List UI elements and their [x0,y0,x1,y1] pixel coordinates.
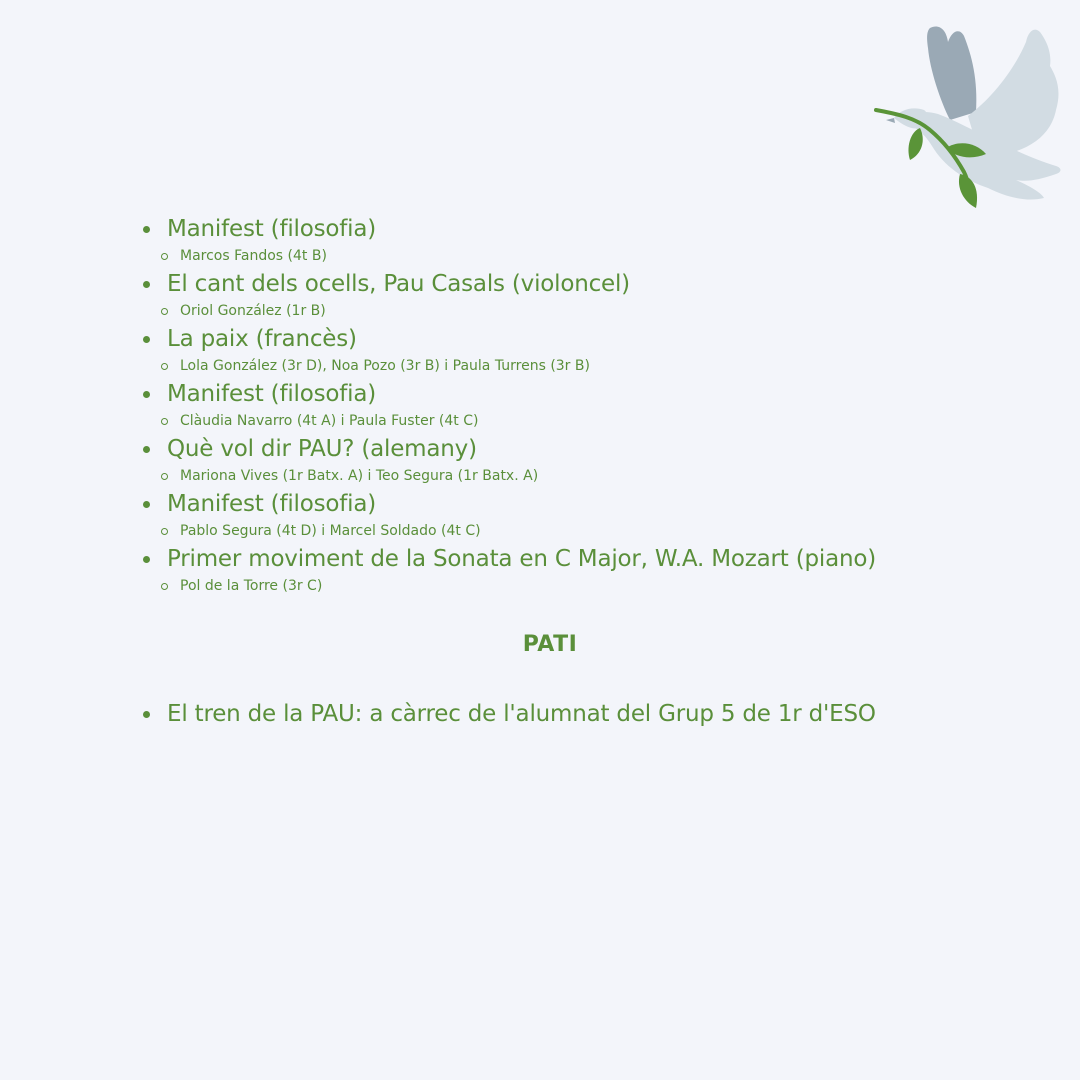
program-item-title: Manifest (filosofia) [167,381,376,407]
program-list [143,212,1043,597]
dove-back-wing [927,27,976,120]
hollow-bullet-icon [161,418,168,425]
program-item [143,377,1043,432]
pati-item [143,697,876,731]
program-item [143,432,1043,487]
dove-front-wing [968,30,1058,152]
hollow-bullet-icon [161,308,168,315]
program-item-performers: Pol de la Torre (3r C) [180,578,323,594]
hollow-bullet-icon [161,528,168,535]
program-item [143,267,1043,322]
hollow-bullet-icon [161,473,168,480]
program-item [143,542,1043,597]
bullet-icon [143,501,150,508]
program-item-performers-row [161,301,1043,322]
program-item-performers: Marcos Fandos (4t B) [180,248,327,264]
pati-heading: PATI [522,632,578,657]
bullet-icon [143,711,150,718]
bullet-icon [143,446,150,453]
program-item [143,487,1043,542]
bullet-icon [143,281,150,288]
program-item-performers: Oriol González (1r B) [180,303,326,319]
program-item-row [143,267,1043,301]
bullet-icon [143,226,150,233]
program-item-title: Primer moviment de la Sonata en C Major, W.A. Mozart (piano) [167,546,876,572]
program-item-title: La paix (francès) [167,326,357,352]
program-item-row [143,487,1043,521]
program-item-performers-row [161,246,1043,267]
program-item [143,322,1043,377]
program-item-performers-row [161,411,1043,432]
program-item-performers: Mariona Vives (1r Batx. A) i Teo Segura (1r Batx. A) [180,468,539,484]
hollow-bullet-icon [161,253,168,260]
program-item-title: Manifest (filosofia) [167,216,376,242]
pati-item-title: El tren de la PAU: a càrrec de l'alumnat del Grup 5 de 1r d'ESO [167,701,876,727]
program-item-performers: Lola González (3r D), Noa Pozo (3r B) i Paula Turrens (3r B) [180,358,590,374]
olive-leaf [908,128,922,160]
pati-list [143,697,876,731]
pati-item-row [143,697,876,731]
program-item-row [143,432,1043,466]
program-item-performers-row [161,521,1043,542]
dove-with-olive-branch-icon [868,20,1068,220]
program-item-performers: Clàudia Navarro (4t A) i Paula Fuster (4t C) [180,413,479,429]
program-item-title: El cant dels ocells, Pau Casals (violoncel) [167,271,630,297]
bullet-icon [143,336,150,343]
bullet-icon [143,556,150,563]
program-item-performers-row [161,576,1043,597]
hollow-bullet-icon [161,583,168,590]
program-item-performers-row [161,466,1043,487]
dove-beak [886,118,895,123]
program-item-row [143,322,1043,356]
program-item-performers-row [161,356,1043,377]
program-item-performers: Pablo Segura (4t D) i Marcel Soldado (4t C) [180,523,481,539]
program-item-row [143,542,1043,576]
program-item-row [143,377,1043,411]
program-item [143,212,1043,267]
hollow-bullet-icon [161,363,168,370]
program-item-title: Manifest (filosofia) [167,491,376,517]
program-item-row [143,212,1043,246]
bullet-icon [143,391,150,398]
program-items [143,212,1043,597]
program-item-title: Què vol dir PAU? (alemany) [167,436,477,462]
